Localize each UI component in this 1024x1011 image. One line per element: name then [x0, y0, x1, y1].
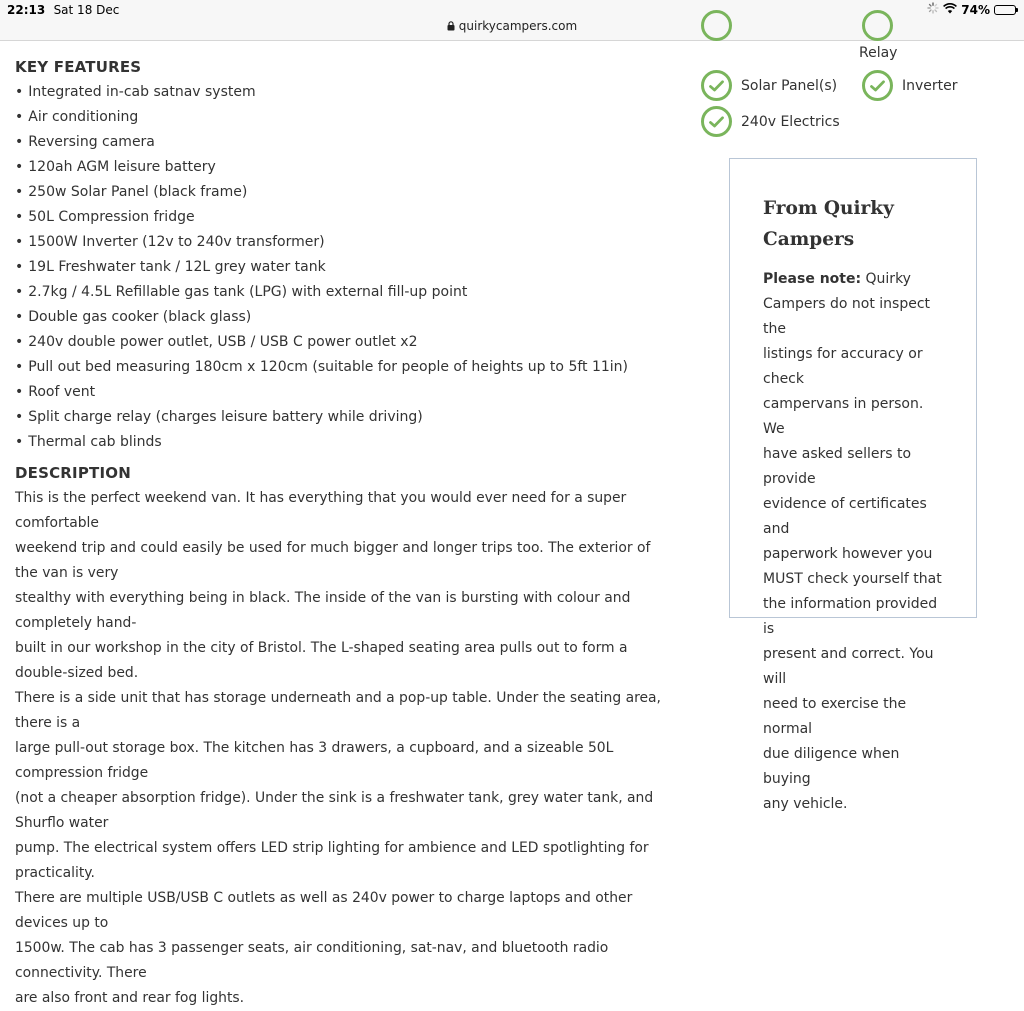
description-line: (not a cheaper absorption fridge). Under the sink is a freshwater tank, grey water tank, and Shurflo water — [15, 790, 654, 831]
card-body-line: campervans in person. We — [763, 396, 924, 437]
card-body-line: have asked sellers to provide — [763, 446, 912, 487]
description-line: pump. The electrical system offers LED strip lighting for ambience and LED spotlighting for practicality. — [15, 840, 649, 881]
feature-item: • Thermal cab blinds — [15, 430, 675, 455]
description-line: are also front and rear fog lights. — [15, 990, 245, 1006]
date-text: Sat 18 Dec — [53, 3, 120, 17]
feature-item: • 19L Freshwater tank / 12L grey water tank — [15, 255, 675, 280]
description-line: weekend trip and could easily be used for much bigger and longer trips too. The exterior of the van is very — [15, 540, 651, 581]
feature-item: • 1500W Inverter (12v to 240v transformer) — [15, 230, 675, 255]
loading-icon — [927, 2, 939, 17]
feature-item: • 240v double power outlet, USB / USB C power outlet x2 — [15, 330, 675, 355]
feature-item: • Integrated in-cab satnav system — [15, 80, 675, 105]
amenity-solar-panels — [701, 70, 837, 101]
feature-item: • 120ah AGM leisure battery — [15, 155, 675, 180]
check-circle-icon — [701, 106, 732, 137]
card-body-line: listings for accuracy or check — [763, 346, 923, 387]
url-text: quirkycampers.com — [458, 19, 578, 33]
card-body-line: MUST check yourself that — [763, 571, 942, 587]
listing-details — [15, 55, 675, 1011]
description-line: This is the perfect weekend van. It has everything that you would ever need for a super comfortable — [15, 490, 627, 531]
check-circle-icon — [701, 70, 732, 101]
status-icons — [927, 2, 1016, 17]
description-text — [15, 486, 675, 1011]
feature-item: • 250w Solar Panel (black frame) — [15, 180, 675, 205]
description-line: 1500w. The cab has 3 passenger seats, air conditioning, sat-nav, and bluetooth radio connectivity. There — [15, 940, 609, 981]
card-body-line: Quirky — [861, 271, 911, 287]
card-body-line: Campers do not inspect the — [763, 296, 931, 337]
check-circle-icon — [862, 10, 893, 41]
card-body-line: the information provided is — [763, 596, 938, 637]
wifi-icon — [943, 3, 957, 17]
amenity-label: Inverter — [902, 77, 958, 94]
check-circle-icon — [701, 10, 732, 41]
feature-item: • Roof vent — [15, 380, 675, 405]
card-body-line: paperwork however you — [763, 546, 933, 562]
card-body-line: present and correct. You will — [763, 646, 934, 687]
card-body-line: any vehicle. — [763, 796, 848, 812]
feature-item: • 50L Compression fridge — [15, 205, 675, 230]
feature-item: • Split charge relay (charges leisure battery while driving) — [15, 405, 675, 430]
notice-card — [729, 158, 977, 812]
check-circle-icon — [862, 70, 893, 101]
amenity-inverter — [862, 70, 958, 101]
description-line: large pull-out storage box. The kitchen has 3 drawers, a cupboard, and a sizeable 50L compression fridge — [15, 740, 614, 781]
description-title: DESCRIPTION — [15, 464, 131, 482]
feature-item: • Pull out bed measuring 180cm x 120cm (suitable for people of heights up to 5ft 11in) — [15, 355, 675, 380]
description-line: stealthy with everything being in black. The inside of the van is bursting with colour and completely hand- — [15, 590, 631, 631]
card-title-line: Campers — [763, 229, 855, 250]
feature-item: • Reversing camera — [15, 130, 675, 155]
note-label: Please note: — [763, 271, 862, 287]
card-body-line: need to exercise the normal — [763, 696, 907, 737]
description-line: built in our workshop in the city of Bristol. The L-shaped seating area pulls out to form a double-sized bed. — [15, 640, 628, 681]
battery-percent: 74% — [961, 2, 990, 17]
card-body-line: evidence of certificates and — [763, 496, 927, 537]
feature-item: • Double gas cooker (black glass) — [15, 305, 675, 330]
key-features-list — [15, 80, 675, 455]
lock-icon — [447, 20, 455, 34]
time-text: 22:13 — [7, 3, 46, 17]
description-line: There is a side unit that has storage underneath and a pop-up table. Under the seating area, there is a — [15, 690, 661, 731]
status-time — [7, 3, 119, 17]
key-features-title: KEY FEATURES — [15, 58, 142, 76]
battery-icon — [994, 5, 1016, 15]
notice-card-title — [763, 193, 946, 255]
feature-item: • 2.7kg / 4.5L Refillable gas tank (LPG) with external fill-up point — [15, 280, 675, 305]
notice-card-body — [763, 267, 946, 817]
amenity-label: 240v Electrics — [741, 113, 840, 130]
amenity-relay-label: Relay — [859, 45, 898, 61]
card-body-line: due diligence when buying — [763, 746, 900, 787]
feature-item: • Air conditioning — [15, 105, 675, 130]
amenity-240v-electrics — [701, 106, 840, 137]
description-line: There are multiple USB/USB C outlets as well as 240v power to charge laptops and other devices up to — [15, 890, 633, 931]
card-title-line: From Quirky — [763, 198, 894, 219]
amenity-label: Solar Panel(s) — [741, 77, 838, 94]
